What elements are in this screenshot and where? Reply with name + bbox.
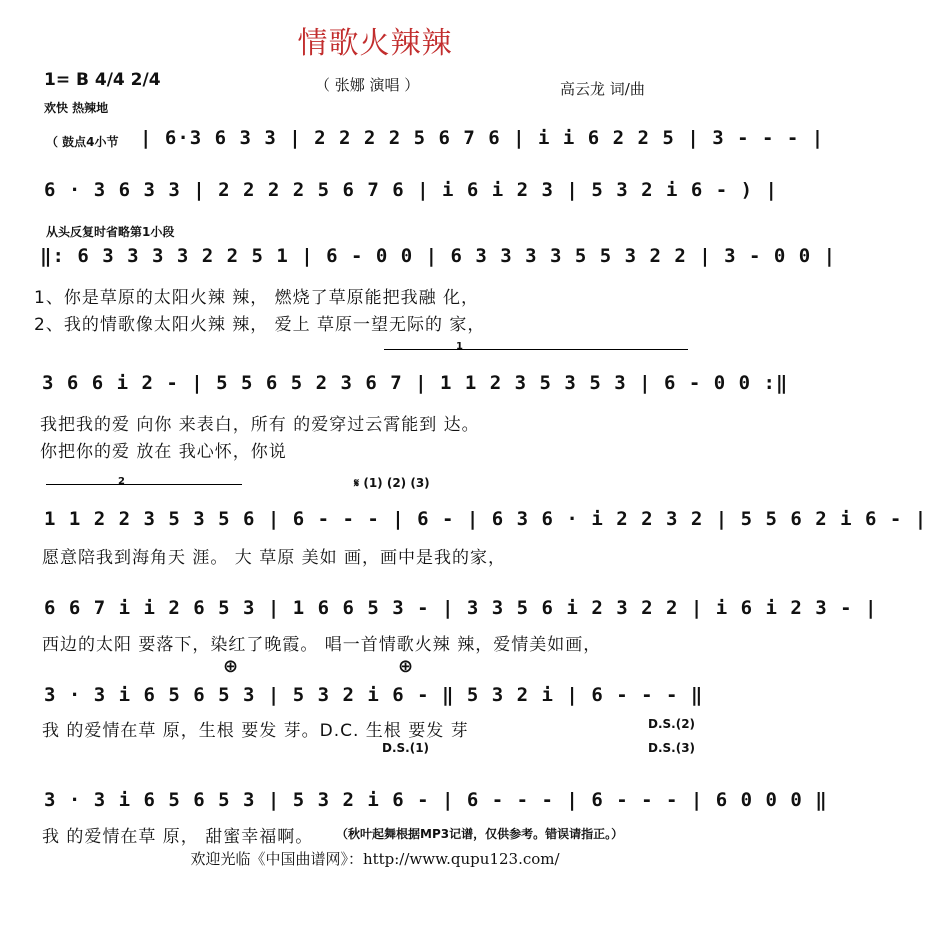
intro-label: （ 鼓点4小节 (46, 135, 119, 149)
ds-mark-3: D.S.(3) (648, 741, 696, 755)
volta-bracket-1 (384, 349, 688, 350)
tempo-marking: 欢快 热辣地 (44, 101, 109, 115)
key-signature: 1= B 4/4 2/4 (44, 70, 161, 90)
lyrics-row-4-verse-2: 你把你的爱 放在 我心怀，你说 (40, 442, 287, 462)
notation-row-2: 6 · 3 6 3 3 | 2 2 2 2 5 6 7 6 | i 6 i 2 3 | 5 3 2 i 6 - ) | (44, 179, 778, 201)
notation-row-3: ‖: 6 3 3 3 3 2 2 5 1 | 6 - 0 0 | 6 3 3 3 3 5 5 3 2 2 | 3 - 0 0 | (40, 245, 837, 267)
lyrics-row-5: 愿意陪我到海角天 涯。 大 草原 美如 画，画中是我的家， (42, 548, 507, 568)
notation-row-4: 3 6 6 i 2 - | 5 5 6 5 2 3 6 7 | 1 1 2 3 5 3 5 3 | 6 - 0 0 :‖ (42, 372, 789, 394)
notation-row-5: 1 1 2 2 3 5 3 5 6 | 6 - - - | 6 - | 6 3 6 · i 2 2 3 2 | 5 5 6 2 i 6 - | (44, 508, 927, 530)
volta-bracket-2 (46, 484, 242, 485)
lyrics-row-7: 我 的爱情在草 原，生根 要发 芽。D.C. 生根 要发 芽 (42, 721, 469, 741)
lyrics-row-3-verse-1: 1、你是草原的太阳火辣 辣， 燃烧了草原能把我融 化， (34, 288, 480, 308)
notation-row-1: | 6·3 6 3 3 | 2 2 2 2 5 6 7 6 | i i 6 2 2 5 | 3 - - - | (140, 127, 825, 149)
ds-mark-2: D.S.(2) (648, 717, 696, 731)
lyrics-row-8: 我 的爱情在草 原， 甜蜜幸福啊。 (42, 827, 314, 847)
notation-row-8: 3 · 3 i 6 5 6 5 3 | 5 3 2 i 6 - | 6 - - - | 6 - - - | 6 0 0 0 ‖ (44, 789, 828, 811)
composer-credit: 高云龙 词/曲 (560, 80, 645, 98)
lyrics-row-3-verse-2: 2、我的情歌像太阳火辣 辣， 爱上 草原一望无际的 家， (34, 315, 486, 335)
transcription-note: （秋叶起舞根据MP3记谱，仅供参考。错误请指正。） (336, 827, 624, 841)
notation-row-6: 6 6 7 i i 2 6 5 3 | 1 6 6 5 3 - | 3 3 5 6 i 2 3 2 2 | i 6 i 2 3 - | (44, 597, 878, 619)
lyrics-row-6: 西边的太阳 要落下，染红了晚霞。 唱一首情歌火辣 辣，爱情美如画， (42, 635, 602, 655)
notation-row-7: 3 · 3 i 6 5 6 5 3 | 5 3 2 i 6 - ‖ 5 3 2 i | 6 - - - ‖ (44, 684, 704, 706)
song-title: 情歌火辣辣 (297, 26, 453, 61)
repeat-note: 从头反复时省略第1小段 (46, 225, 175, 239)
ds-mark-1: D.S.(1) (382, 741, 430, 755)
singer-credit: （ 张娜 演唱 ） (315, 76, 420, 94)
site-footer: 欢迎光临《中国曲谱网》：http://www.qupu123.com/ (190, 850, 560, 868)
volta-number-2: 2 (118, 476, 125, 487)
segno-marks: 𝄋 (1) (2) (3) (354, 476, 430, 490)
coda-icon: ⊕ (398, 656, 414, 677)
volta-number-1: 1 (456, 341, 463, 352)
coda-icon: ⊕ (223, 656, 239, 677)
lyrics-row-4-verse-1: 我把我的爱 向你 来表白，所有 的爱穿过云霄能到 达。 (40, 415, 480, 435)
